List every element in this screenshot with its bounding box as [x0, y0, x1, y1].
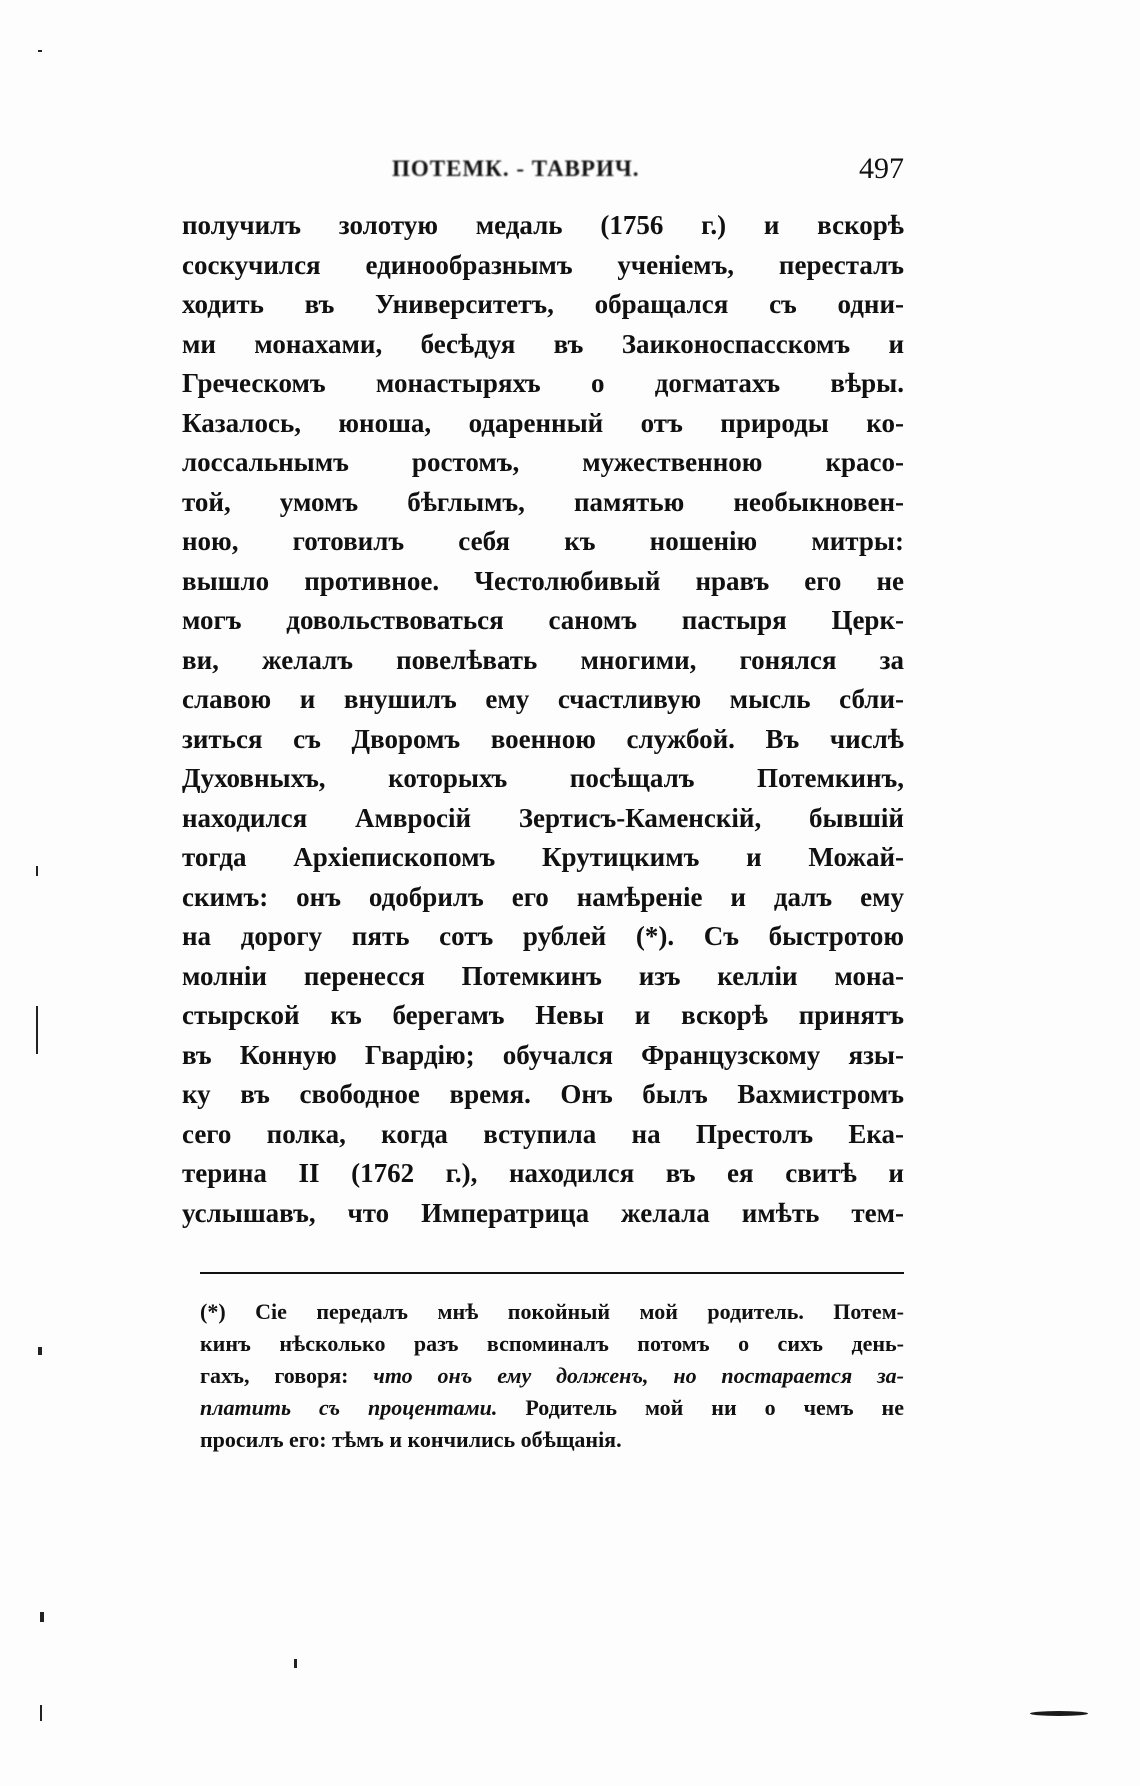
text-line: молніи перенесся Потемкинъ изъ келліи мона-	[182, 960, 904, 991]
text-line: ми монахами, бесѣдуя въ Заиконоспасскомъ и	[182, 328, 904, 359]
text-line: услышавъ, что Императрица желала имѣть тем-	[182, 1197, 904, 1228]
footnote-line: кинъ нѣсколько разъ вспоминалъ потомъ о сихъ день-	[200, 1331, 904, 1356]
text-line: на дорогу пять сотъ рублей (*). Съ быстротою	[182, 921, 904, 951]
footnote-line	[200, 1360, 904, 1392]
scan-dash-mark	[1030, 1711, 1088, 1716]
footnote-quote: что онъ ему долженъ, но постарается за-	[373, 1363, 904, 1388]
text-line: терина II (1762 г.), находился въ ея свитѣ и	[182, 1158, 904, 1188]
text-line: зиться съ Дворомъ военною службой. Въ числѣ	[182, 723, 904, 754]
text-line: соскучился единообразнымъ ученіемъ, пересталъ	[182, 249, 904, 280]
text-line: Греческомъ монастыряхъ о догматахъ вѣры.	[182, 368, 904, 398]
scan-speck	[36, 1006, 38, 1054]
text-line: сего полка, когда вступила на Престолъ Ека-	[182, 1118, 904, 1149]
running-header	[182, 152, 904, 192]
footnote-line: (*) Сіе передалъ мнѣ покойный мой родитель. Потем-	[200, 1299, 904, 1324]
text-line: ною, готовилъ себя къ ношенію митры:	[182, 526, 904, 556]
text-line: въ Конную Гвардію; обучался Французскому язы-	[182, 1039, 904, 1070]
footnote-line	[200, 1392, 904, 1424]
footnote-divider	[200, 1272, 904, 1274]
footnote-quote: платить съ процентами.	[200, 1395, 498, 1420]
running-title: ПОТЕМК. - ТАВРИЧ.	[392, 156, 640, 181]
text-line: славою и внушилъ ему счастливую мысль сбли-	[182, 684, 904, 714]
text-line: скимъ: онъ одобрилъ его намѣреніе и далъ ему	[182, 881, 904, 912]
scan-speck	[40, 1612, 44, 1622]
text-line: тогда Архіепископомъ Крутицкимъ и Можай-	[182, 842, 904, 872]
text-line: Духовныхъ, которыхъ посѣщалъ Потемкинъ,	[182, 763, 904, 793]
footnote-text: Родитель мой ни о чемъ не	[497, 1395, 904, 1420]
body-text	[182, 206, 904, 1233]
text-line: стырской къ берегамъ Невы и вскорѣ принятъ	[182, 1000, 904, 1030]
text-line: получилъ золотую медаль (1756 г.) и вскорѣ	[182, 210, 904, 240]
scan-speck	[38, 50, 42, 52]
page-number: 497	[859, 152, 904, 185]
scan-speck	[38, 1347, 42, 1355]
text-line: вышло противное. Честолюбивый нравъ его не	[182, 565, 904, 596]
text-line: Казалось, юноша, одаренный отъ природы ко-	[182, 407, 904, 438]
scan-speck	[36, 866, 38, 876]
text-line: находился Амвросій Зертисъ-Каменскій, бывшій	[182, 802, 904, 833]
footnote-line: просилъ его: тѣмъ и кончились обѣщанія.	[200, 1427, 622, 1452]
text-line: ходить въ Университетъ, обращался съ одни-	[182, 289, 904, 319]
text-line: ку въ свободное время. Онъ былъ Вахмистромъ	[182, 1079, 904, 1109]
footnote	[200, 1296, 904, 1456]
scan-speck	[40, 1705, 42, 1721]
text-line: могъ довольствоваться саномъ пастыря Церк-	[182, 605, 904, 635]
text-line: лоссальнымъ ростомъ, мужественною красо-	[182, 447, 904, 477]
footnote-text: гахъ, говоря:	[200, 1363, 374, 1388]
text-line: ви, желалъ повелѣвать многими, гонялся за	[182, 644, 904, 675]
scan-speck	[294, 1659, 297, 1668]
text-line: той, умомъ бѣглымъ, памятью необыкновен-	[182, 486, 904, 517]
